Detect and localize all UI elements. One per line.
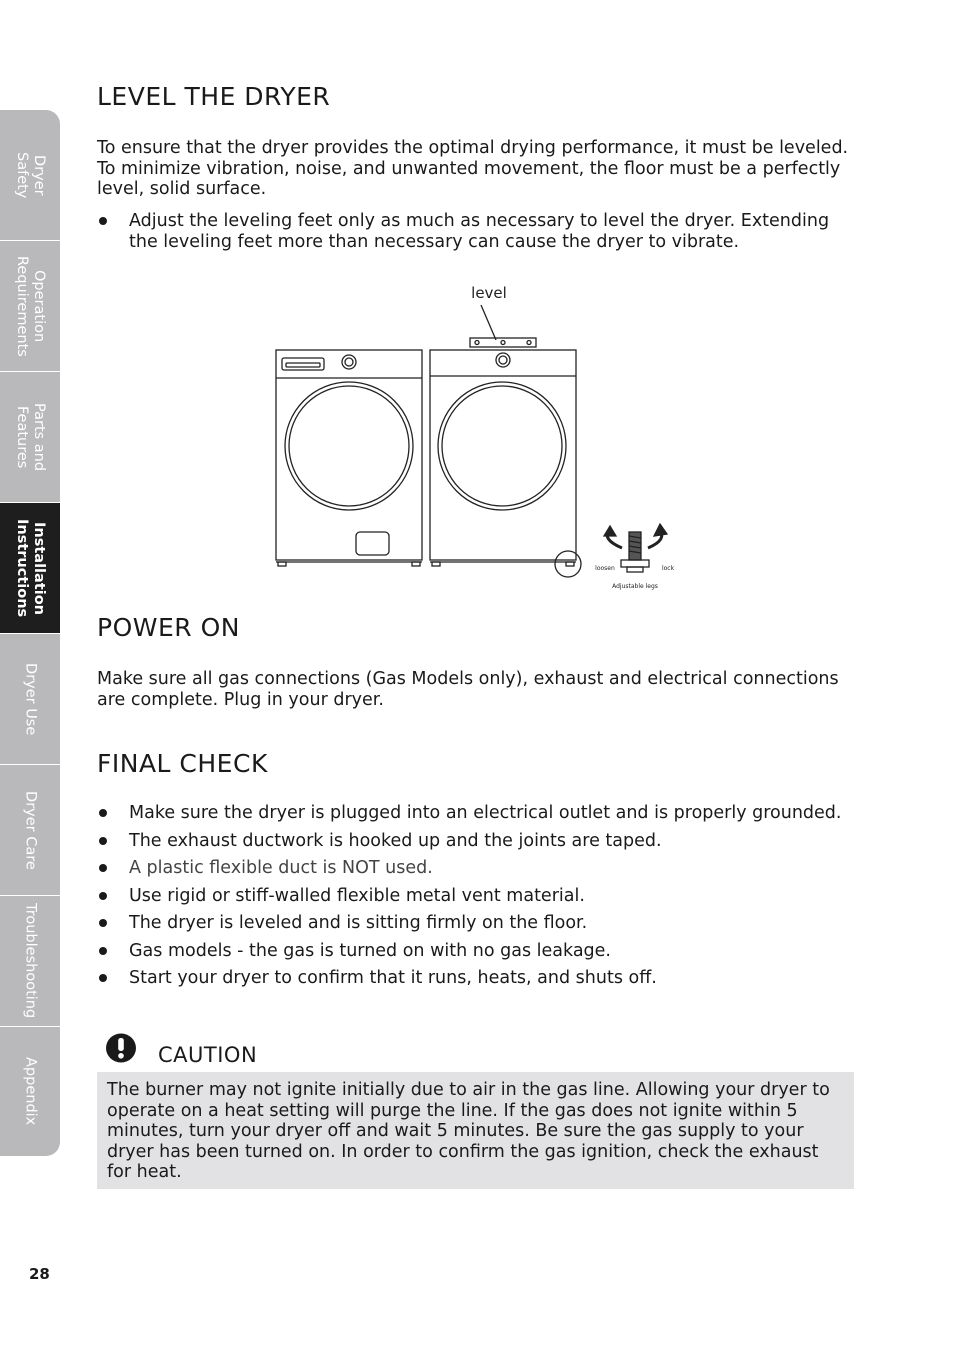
bullet-icon xyxy=(99,217,107,225)
bullet-text: A plastic flexible duct is NOT used. xyxy=(129,858,433,878)
tab-dryer-care[interactable] xyxy=(0,765,60,896)
caution-box xyxy=(97,1072,854,1189)
list-item xyxy=(97,941,857,962)
bullet-icon xyxy=(99,947,107,955)
final-check-heading: FINAL CHECK xyxy=(97,749,268,778)
side-tab-strip xyxy=(0,110,60,1156)
foot-highlight-circle xyxy=(555,551,581,577)
list-item xyxy=(97,858,857,879)
level-heading: LEVEL THE DRYER xyxy=(97,82,331,111)
bullet-icon xyxy=(99,837,107,845)
bullet-text: The exhaust ductwork is hooked up and the joints are taped. xyxy=(129,830,662,851)
tab-installation-instructions[interactable] xyxy=(0,503,60,634)
tab-label: Operation Requirements xyxy=(14,255,47,357)
tab-operation-requirements[interactable] xyxy=(0,241,60,372)
tab-dryer-use[interactable] xyxy=(0,634,60,765)
level-label: level xyxy=(471,284,507,302)
lock-label: lock xyxy=(661,565,675,572)
tab-troubleshooting[interactable] xyxy=(0,896,60,1027)
list-item xyxy=(97,211,857,252)
bullet-text: The dryer is leveled and is sitting firmly on the floor. xyxy=(129,913,588,933)
list-item xyxy=(97,913,857,934)
bullet-text: Make sure the dryer is plugged into an electrical outlet and is properly grounded. xyxy=(129,803,842,823)
tab-label: Dryer Safety xyxy=(14,151,47,199)
level-pointer-line xyxy=(481,305,496,340)
spirit-level-icon xyxy=(470,338,536,347)
list-item xyxy=(97,886,857,907)
list-item xyxy=(97,803,857,824)
tab-dryer-safety[interactable] xyxy=(0,110,60,241)
washer-illustration xyxy=(276,350,422,566)
dryer-illustration xyxy=(430,350,576,566)
loosen-label: loosen xyxy=(595,565,615,572)
level-intro: To ensure that the dryer provides the optimal drying performance, it must be leveled. To minimize vibration, noise, and unwanted movement, the floor must be a perfectly level, solid surface. xyxy=(97,138,849,199)
leveling-illustration xyxy=(270,280,690,595)
final-check-list xyxy=(97,803,857,989)
bullet-icon xyxy=(99,864,107,872)
tab-label: Installation Instructions xyxy=(14,518,47,618)
bullet-icon xyxy=(99,892,107,900)
bullet-icon xyxy=(99,919,107,927)
list-item xyxy=(97,968,857,989)
tab-label: Parts and Features xyxy=(14,402,47,472)
bullet-icon xyxy=(99,809,107,817)
page-number: 28 xyxy=(29,1265,50,1283)
bullet-text: Use rigid or stiff-walled flexible metal vent material. xyxy=(129,885,585,906)
tab-label: Dryer Care xyxy=(22,790,39,870)
exclamation-icon xyxy=(104,1032,138,1064)
bullet-text: Gas models - the gas is turned on with no gas leakage. xyxy=(129,940,611,961)
tab-label: Appendix xyxy=(22,1057,39,1126)
bullet-icon xyxy=(99,974,107,982)
power-text: Make sure all gas connections (Gas Models only), exhaust and electrical connections are complete. Plug in your dryer. xyxy=(97,669,839,710)
adjustable-legs-label: Adjustable legs xyxy=(612,583,658,590)
tab-appendix[interactable] xyxy=(0,1027,60,1156)
level-bullet-list xyxy=(97,211,857,252)
tab-label: Troubleshooting xyxy=(22,903,39,1019)
caution-text: The burner may not ignite initially due to air in the gas line. Allowing your dryer to operate on a heat setting will purge the line. If the gas does not ignite within 5 minutes, turn your dryer off and wait 5 minutes. Be sure the gas supply to your dryer has been turned on. In order to confirm the gas ignition, check the exhaust for heat. xyxy=(107,1080,830,1182)
tab-label: Dryer Use xyxy=(22,662,39,736)
list-item xyxy=(97,831,857,852)
tab-parts-and-features[interactable] xyxy=(0,372,60,503)
power-heading: POWER ON xyxy=(97,613,240,642)
bullet-text: Start your dryer to confirm that it runs, heats, and shuts off. xyxy=(129,968,657,988)
bullet-text: Adjust the leveling feet only as much as necessary to level the dryer. Extending the leveling feet more than necessary can cause the dryer to vibrate. xyxy=(129,211,830,252)
caution-title: CAUTION xyxy=(158,1043,258,1067)
caution-header xyxy=(104,1032,404,1068)
